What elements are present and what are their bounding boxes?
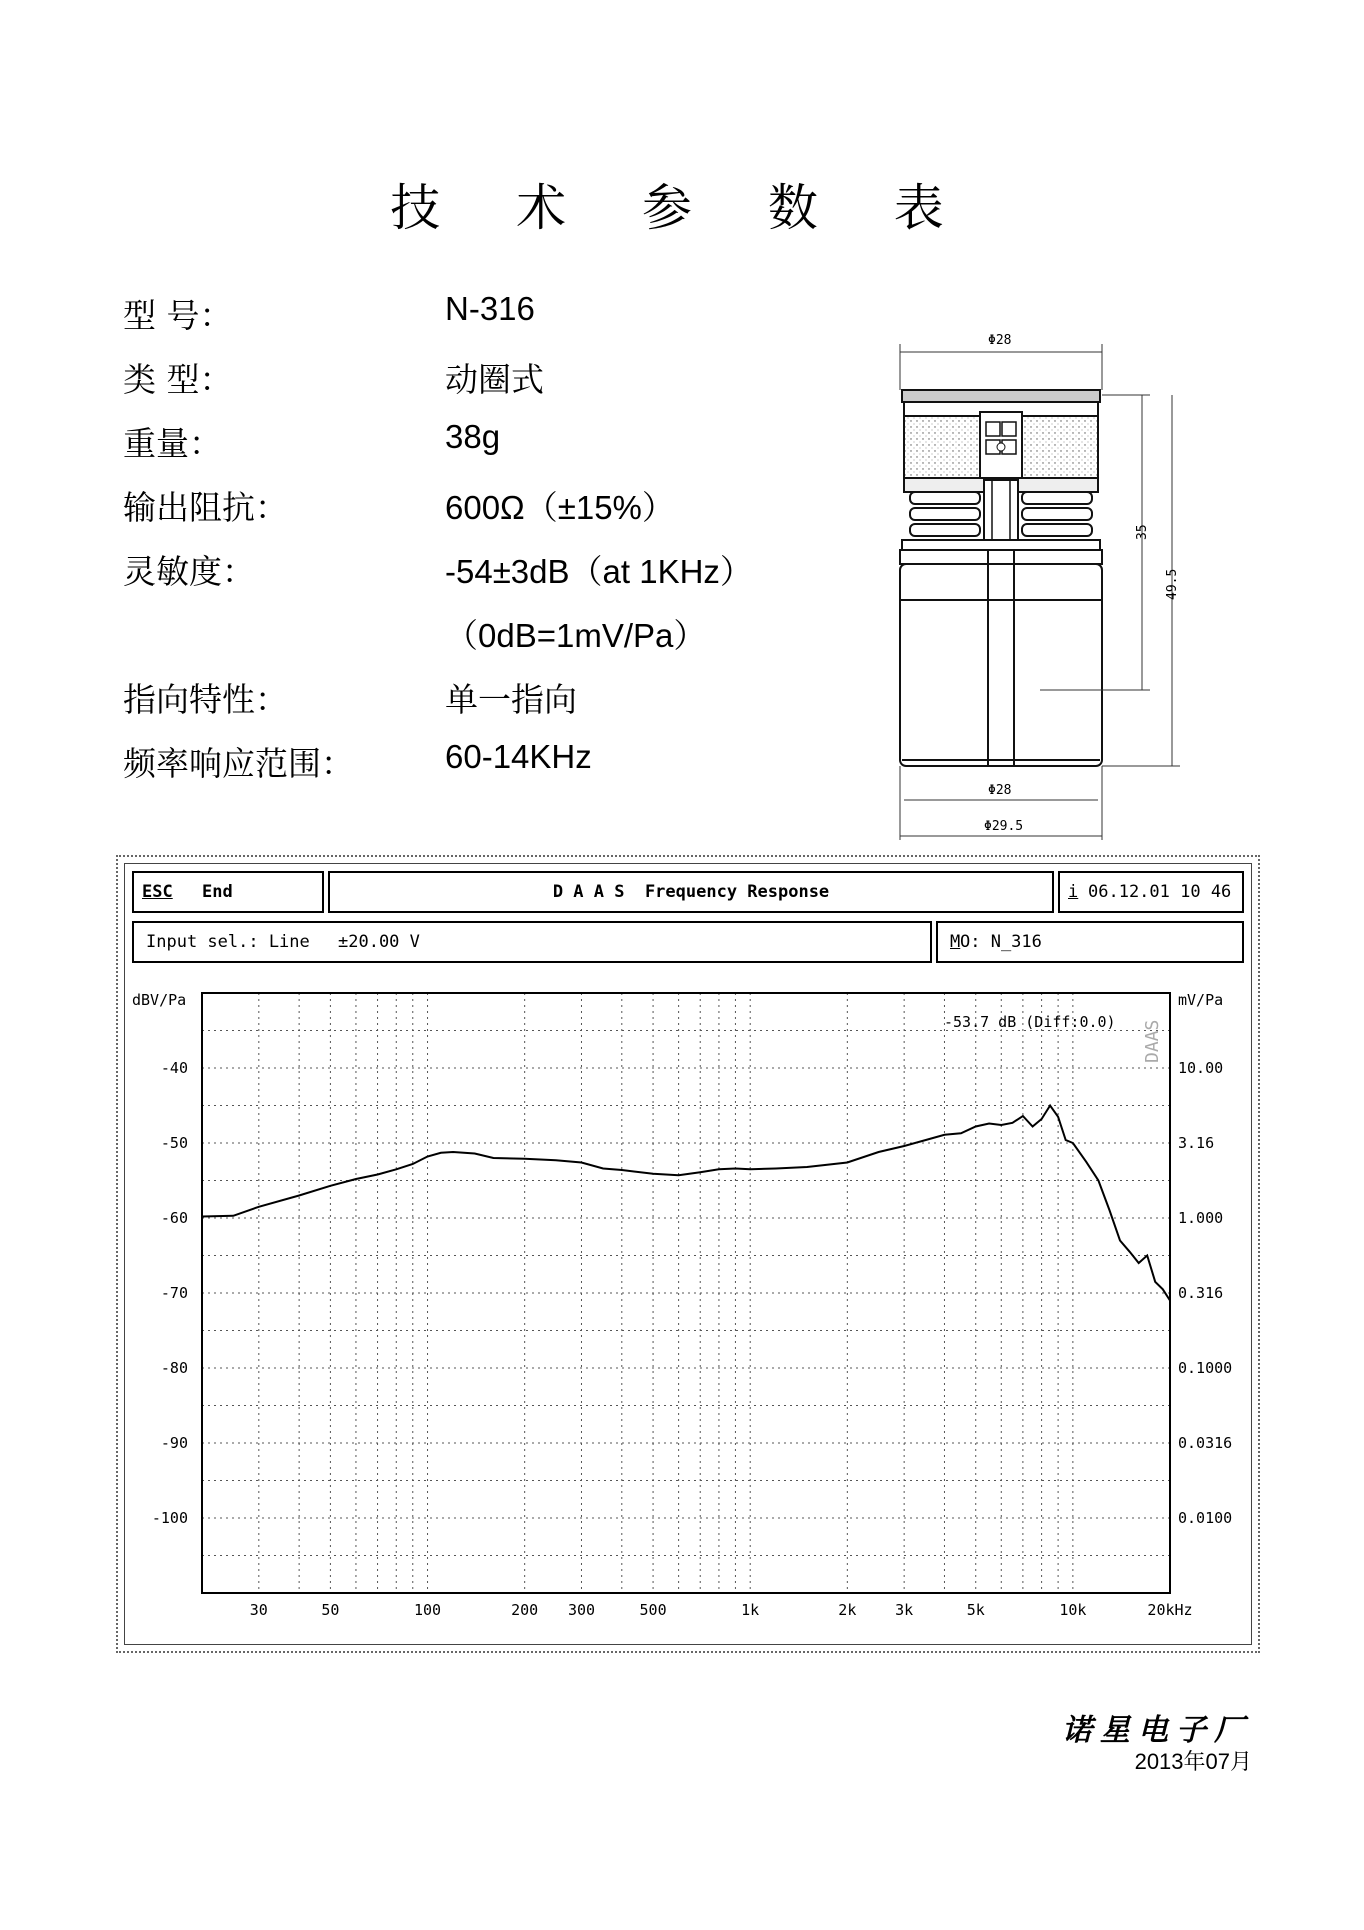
- spec-value: N-316: [445, 290, 535, 327]
- spec-label: 灵敏度：: [123, 552, 255, 591]
- memory-key[interactable]: M: [950, 932, 961, 952]
- y-tick-label-left: -60: [160, 1209, 188, 1227]
- document-date: 2013年07月: [1134, 1749, 1252, 1774]
- x-tick-label: 300: [567, 1601, 596, 1619]
- x-tick-label: 50: [321, 1601, 340, 1619]
- info-key[interactable]: i: [1068, 882, 1079, 902]
- y-tick-label-right: 1.000: [1178, 1209, 1224, 1227]
- x-tick-label: 1k: [741, 1601, 760, 1619]
- spec-row: [123, 730, 823, 794]
- esc-key[interactable]: ESC: [142, 882, 173, 902]
- spec-row: [123, 538, 823, 602]
- x-tick-label: 200: [511, 1601, 539, 1619]
- spec-value: 38g: [445, 418, 501, 455]
- y-tick-label-right: 0.316: [1178, 1284, 1224, 1302]
- dim-top-label: Φ28: [988, 333, 1012, 348]
- spec-value: 单一指向: [445, 681, 577, 718]
- x-tick-label: 3k: [895, 1601, 914, 1619]
- company-name: 诺星电子厂: [1062, 1713, 1252, 1748]
- document-title: 技 术 参 数 表: [390, 179, 974, 237]
- dim-bottom-label-2: Φ29.5: [984, 819, 1024, 834]
- y-tick-label-right: 0.0100: [1178, 1509, 1233, 1527]
- spec-row: [123, 602, 823, 666]
- spec-value: 动圈式: [445, 361, 544, 398]
- spec-value: 60-14KHz: [445, 738, 592, 775]
- header-title: D A A S Frequency Response: [552, 882, 830, 902]
- spec-row: [123, 410, 823, 474]
- x-tick-label: 30: [249, 1601, 268, 1619]
- y-tick-label-left: -70: [160, 1284, 188, 1302]
- spec-label: 重量：: [123, 424, 222, 463]
- frequency-response-panel: [116, 855, 1260, 1653]
- plot-grid: [202, 993, 1170, 1593]
- x-tick-label: 100: [413, 1601, 442, 1619]
- y-tick-label-right: 10.00: [1178, 1059, 1224, 1077]
- input-sel: Input sel.: Line: [146, 932, 310, 952]
- daas-watermark: DAAS: [1142, 1019, 1163, 1063]
- readout: -53.7 dB (Diff:0.0): [944, 1013, 1116, 1031]
- spec-label: 型 号：: [123, 296, 233, 335]
- spec-row: [123, 282, 823, 346]
- dim-inner-height-label: 35: [1135, 524, 1150, 540]
- spec-value: -54±3dB（at 1KHz）: [445, 553, 753, 590]
- x-tick-label: 2k: [838, 1601, 857, 1619]
- x-tick-label: 5k: [966, 1601, 985, 1619]
- end-label[interactable]: End: [202, 882, 233, 902]
- memory-name: O: N_316: [960, 932, 1042, 952]
- y-tick-label-left: -80: [160, 1359, 188, 1377]
- spec-row: [123, 666, 823, 730]
- dim-bottom-label-1: Φ28: [988, 783, 1012, 798]
- spec-row: [123, 346, 823, 410]
- x-tick-label: 20kHz: [1147, 1601, 1193, 1619]
- dim-total-height-label: 49.5: [1165, 568, 1180, 600]
- spec-value: （0dB=1mV/Pa）: [445, 617, 707, 654]
- spec-label: 频率响应范围：: [123, 744, 354, 783]
- datetime: 06.12.01 10 46: [1088, 882, 1232, 902]
- response-curve: [202, 1106, 1170, 1301]
- y-tick-label-left: -90: [160, 1434, 188, 1452]
- capsule-drawing: [880, 330, 1190, 850]
- y-right-unit: mV/Pa: [1178, 991, 1224, 1009]
- x-tick-label: 10k: [1059, 1601, 1087, 1619]
- spec-label: 指向特性：: [123, 680, 288, 719]
- spec-label: 输出阻抗：: [123, 488, 288, 527]
- y-tick-label-right: 0.1000: [1178, 1359, 1233, 1377]
- y-tick-label-right: 0.0316: [1178, 1434, 1233, 1452]
- spec-value: 600Ω（±15%）: [445, 489, 675, 526]
- spec-row: [123, 474, 823, 538]
- y-tick-label-left: -50: [160, 1134, 188, 1152]
- spec-list: [123, 282, 823, 794]
- spec-label: 类 型：: [123, 360, 233, 399]
- y-tick-label-left: -100: [151, 1509, 188, 1527]
- y-tick-label-right: 3.16: [1178, 1134, 1215, 1152]
- y-left-unit: dBV/Pa: [132, 991, 187, 1009]
- input-range: ±20.00 V: [338, 932, 420, 952]
- y-tick-label-left: -40: [160, 1059, 188, 1077]
- frequency-response-chart: [118, 857, 1258, 1651]
- x-tick-label: 500: [639, 1601, 667, 1619]
